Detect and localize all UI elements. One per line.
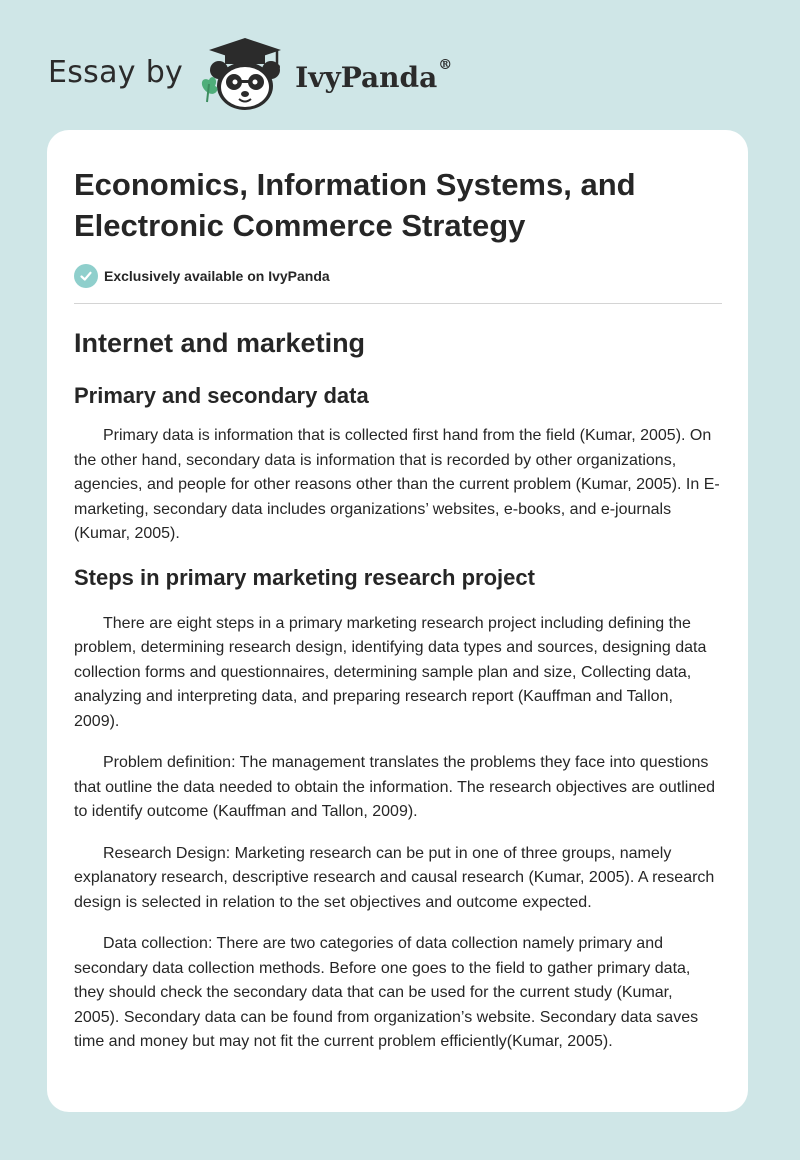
panda-logo-icon[interactable]: [197, 36, 293, 112]
subheading-research-steps: Steps in primary marketing research project: [74, 564, 535, 590]
brand-name[interactable]: [295, 56, 453, 94]
paragraph: Problem definition: The management translates the problems they face into questions that outline the data needed to obtain the information. The research objectives are outlined to identify outcome (Kauffman and Tallon, 2009).: [74, 754, 716, 820]
site-header: [48, 36, 452, 112]
article-body: [74, 326, 722, 1072]
page-title: Economics, Information Systems, and Electronic Commerce Strategy: [74, 167, 636, 243]
essay-by-label: Essay by: [48, 54, 184, 90]
exclusive-badge: [74, 264, 330, 288]
paragraph: Data collection: There are two categories of data collection namely primary and secondary data collection methods. Before one goes to the field to gather primary data, they should check the secondary data that can be used for the current study (Kumar, 2005). Secondary data can be found from organization’s website. Secondary data saves time and money but may not fit the current problem efficiently(Kumar, 2005).: [74, 935, 699, 1050]
exclusive-label: Exclusively available on IvyPanda: [104, 268, 330, 284]
brand-label: IvyPanda: [295, 60, 438, 94]
paragraph: Primary data is information that is collected first hand from the field (Kumar, 2005). On the other hand, secondary data is information that is recorded by other organizations, agencies, and people for other reasons other than the current problem (Kumar, 2005). In E-marketing, secondary data includes organizations’ websites, e-books, and e-journals (Kumar, 2005).: [74, 427, 720, 542]
paragraph: There are eight steps in a primary marketing research project including defining the problem, determining research design, identifying data types and sources, designing data collection forms and questionnaires, determining sample plan and size, Collecting data, analyzing and interpreting data, and preparing research report (Kauffman and Tallon, 2009).: [74, 614, 707, 730]
divider: [74, 303, 722, 304]
essay-card: [47, 130, 748, 1112]
subheading-primary-secondary-data: Primary and secondary data: [74, 383, 369, 408]
section-heading-internet-marketing: Internet and marketing: [74, 328, 366, 358]
paragraph: Research Design: Marketing research can be put in one of three groups, namely explanatory research, descriptive research and causal research (Kumar, 2005). A research design is selected in relation to the set objectives and outcome expected.: [74, 844, 715, 911]
registered-mark: ®: [438, 56, 453, 73]
check-circle-icon: [74, 264, 98, 288]
